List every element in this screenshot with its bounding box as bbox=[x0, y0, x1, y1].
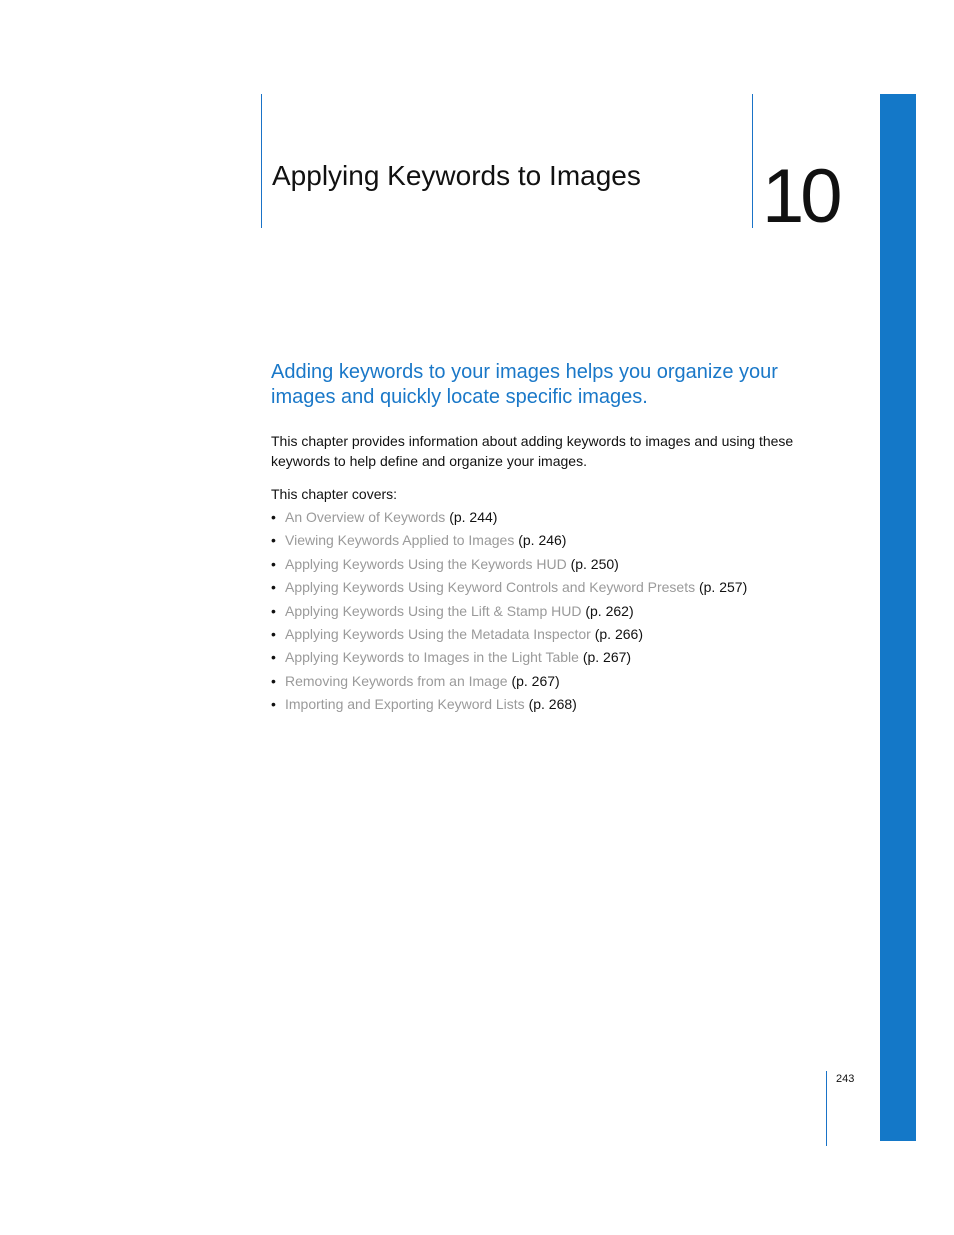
toc-item bbox=[271, 600, 851, 623]
toc-link-import-export-lists[interactable]: Importing and Exporting Keyword Lists bbox=[285, 696, 525, 713]
toc-item bbox=[271, 553, 851, 576]
chapter-contents-list bbox=[271, 506, 851, 717]
toc-item bbox=[271, 506, 851, 529]
chapter-title: Applying Keywords to Images bbox=[272, 160, 641, 191]
toc-page-ref: (p. 266) bbox=[594, 625, 643, 642]
toc-page-ref: (p. 246) bbox=[518, 532, 567, 549]
toc-page-ref: (p. 250) bbox=[570, 555, 619, 572]
toc-item bbox=[271, 693, 851, 716]
toc-page-ref: (p. 257) bbox=[698, 579, 748, 596]
toc-item bbox=[271, 529, 851, 552]
page-number-divider-rule bbox=[826, 1071, 827, 1146]
covers-label: This chapter covers: bbox=[271, 486, 398, 502]
toc-item bbox=[271, 670, 851, 693]
toc-link-keywords-hud[interactable]: Applying Keywords Using the Keywords HUD bbox=[285, 555, 567, 572]
toc-link-metadata-inspector[interactable]: Applying Keywords Using the Metadata Inspector bbox=[285, 625, 591, 642]
toc-item bbox=[271, 623, 851, 646]
toc-page-ref: (p. 267) bbox=[511, 672, 560, 689]
intro-heading: Adding keywords to your images helps you organize your images and quickly locate specific images. bbox=[271, 361, 778, 408]
chapter-number-divider-rule bbox=[752, 94, 753, 228]
intro-body: This chapter provides information about adding keywords to images and using these keywords to help define and organize your images. bbox=[271, 433, 794, 469]
toc-page-ref: (p. 262) bbox=[585, 602, 634, 619]
toc-page-ref: (p. 268) bbox=[528, 696, 577, 713]
toc-link-viewing-keywords[interactable]: Viewing Keywords Applied to Images bbox=[285, 532, 515, 549]
toc-item bbox=[271, 646, 851, 669]
toc-page-ref: (p. 244) bbox=[449, 509, 498, 525]
toc-link-keyword-controls[interactable]: Applying Keywords Using Keyword Controls and Keyword Presets bbox=[285, 579, 696, 596]
toc-link-lift-stamp-hud[interactable]: Applying Keywords Using the Lift & Stamp HUD bbox=[285, 602, 582, 619]
page-number: 243 bbox=[836, 1073, 855, 1085]
toc-link-removing-keywords[interactable]: Removing Keywords from an Image bbox=[285, 672, 508, 689]
toc-link-light-table[interactable]: Applying Keywords to Images in the Light Table bbox=[285, 649, 579, 666]
chapter-number: 10 bbox=[762, 154, 839, 239]
toc-link-overview[interactable]: An Overview of Keywords bbox=[285, 509, 446, 525]
toc-item bbox=[271, 576, 851, 599]
toc-page-ref: (p. 267) bbox=[582, 649, 632, 666]
chapter-side-tab bbox=[880, 94, 916, 1141]
title-divider-rule bbox=[261, 94, 262, 228]
